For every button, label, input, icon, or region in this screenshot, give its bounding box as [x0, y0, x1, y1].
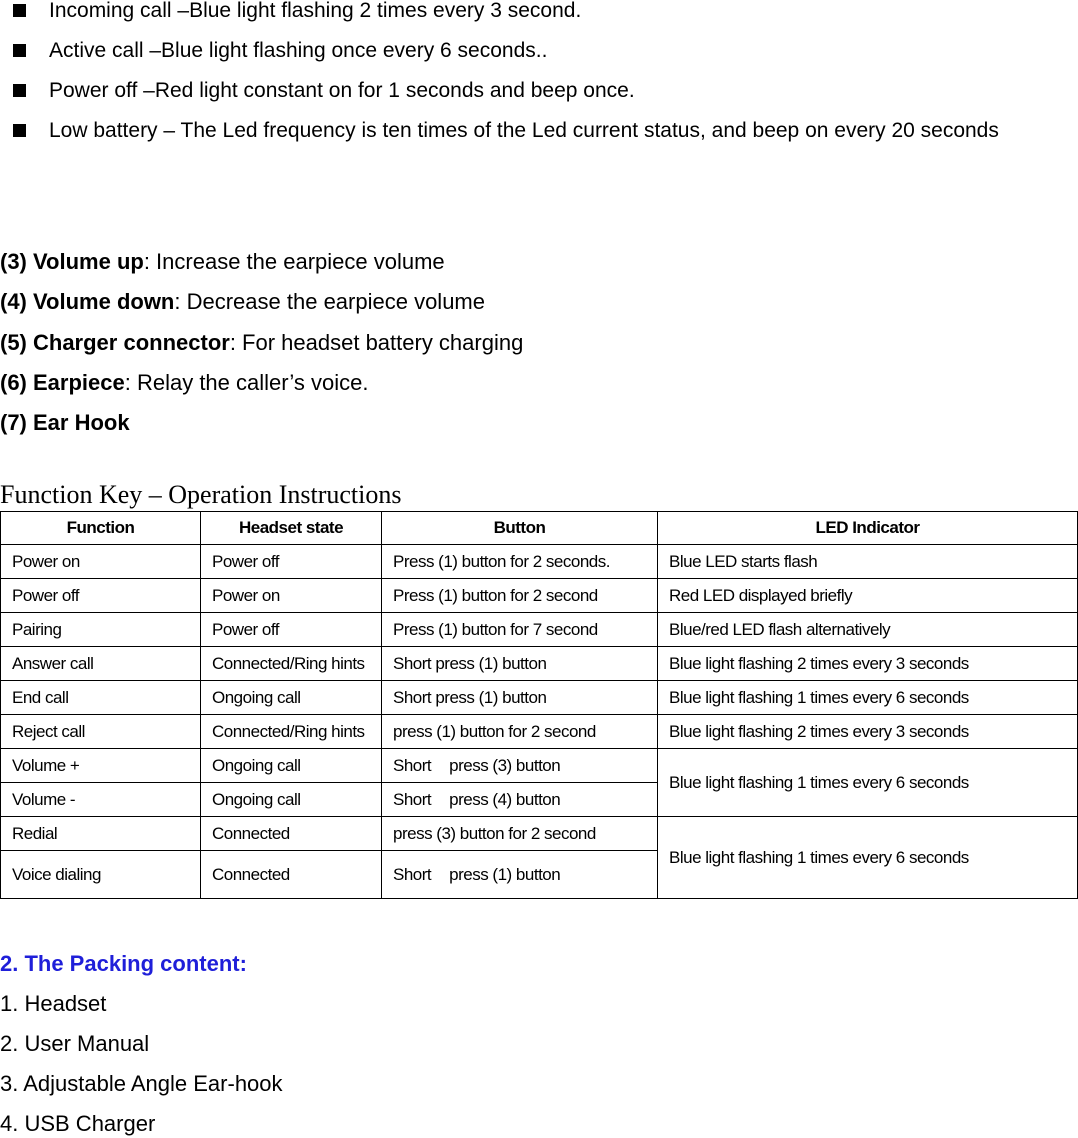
square-bullet-icon — [13, 4, 26, 17]
cell-function: Power on — [1, 545, 201, 579]
column-header: LED Indicator — [658, 512, 1078, 545]
cell-state: Ongoing call — [201, 681, 382, 715]
column-header: Headset state — [201, 512, 382, 545]
function-table-title: Function Key – Operation Instructions — [0, 480, 402, 509]
cell-led: Blue light flashing 1 times every 6 seconds — [658, 681, 1078, 715]
cell-button: press (3) button for 2 second — [382, 817, 658, 851]
square-bullet-icon — [13, 84, 26, 97]
list-item: 2. User Manual — [0, 1031, 150, 1056]
cell-button: Press (1) button for 2 seconds. — [382, 545, 658, 579]
cell-button: Short press (4) button — [382, 783, 658, 817]
cell-button: press (1) button for 2 second — [382, 715, 658, 749]
table-row — [1, 579, 1078, 613]
table-row — [1, 817, 1078, 851]
table-header-row — [1, 512, 1078, 545]
cell-function: End call — [1, 681, 201, 715]
cell-led: Blue light flashing 2 times every 3 seconds — [658, 715, 1078, 749]
cell-button: Short press (3) button — [382, 749, 658, 783]
cell-function: Answer call — [1, 647, 201, 681]
cell-led: Blue light flashing 1 times every 6 seconds — [658, 749, 1078, 817]
cell-state: Connected/Ring hints — [201, 647, 382, 681]
list-item: 3. Adjustable Angle Ear-hook — [0, 1071, 283, 1096]
table-row — [1, 613, 1078, 647]
column-header: Button — [382, 512, 658, 545]
cell-button: Press (1) button for 2 second — [382, 579, 658, 613]
cell-state: Connected/Ring hints — [201, 715, 382, 749]
column-header: Function — [1, 512, 201, 545]
list-item: Power off –Red light constant on for 1 seconds and beep once. — [0, 77, 635, 105]
cell-button: Short press (1) button — [382, 851, 658, 899]
list-item: 4. USB Charger — [0, 1111, 156, 1136]
list-item: Low battery – The Led frequency is ten times of the Led current status, and beep on every 20 seconds — [0, 117, 1074, 145]
square-bullet-icon — [13, 44, 26, 57]
cell-function: Voice dialing — [1, 851, 201, 899]
part-charger-connector: (5) Charger connector: For headset battery charging — [0, 330, 524, 355]
cell-led: Blue/red LED flash alternatively — [658, 613, 1078, 647]
table-row — [1, 749, 1078, 783]
cell-state: Power off — [201, 613, 382, 647]
cell-button: Short press (1) button — [382, 681, 658, 715]
table-row — [1, 715, 1078, 749]
part-volume-down: (4) Volume down: Decrease the earpiece volume — [0, 289, 485, 314]
list-item: Incoming call –Blue light flashing 2 times every 3 second. — [0, 0, 581, 25]
cell-led: Blue light flashing 1 times every 6 seconds — [658, 817, 1078, 899]
packing-title: 2. The Packing content: — [0, 951, 247, 976]
cell-state: Connected — [201, 817, 382, 851]
part-ear-hook: (7) Ear Hook — [0, 410, 130, 435]
cell-state: Power off — [201, 545, 382, 579]
cell-button: Press (1) button for 7 second — [382, 613, 658, 647]
table-row — [1, 681, 1078, 715]
part-earpiece: (6) Earpiece: Relay the caller’s voice. — [0, 370, 369, 395]
cell-function: Volume + — [1, 749, 201, 783]
cell-function: Reject call — [1, 715, 201, 749]
cell-state: Power on — [201, 579, 382, 613]
cell-led: Blue light flashing 2 times every 3 seconds — [658, 647, 1078, 681]
cell-state: Connected — [201, 851, 382, 899]
cell-function: Volume - — [1, 783, 201, 817]
cell-function: Redial — [1, 817, 201, 851]
cell-led: Blue LED starts flash — [658, 545, 1078, 579]
cell-function: Pairing — [1, 613, 201, 647]
cell-function: Power off — [1, 579, 201, 613]
cell-button: Short press (1) button — [382, 647, 658, 681]
list-item: Active call –Blue light flashing once every 6 seconds.. — [0, 37, 547, 65]
square-bullet-icon — [13, 124, 26, 137]
cell-state: Ongoing call — [201, 783, 382, 817]
cell-led: Red LED displayed briefly — [658, 579, 1078, 613]
part-volume-up: (3) Volume up: Increase the earpiece volume — [0, 249, 445, 274]
function-key-table — [0, 511, 1078, 899]
table-row — [1, 647, 1078, 681]
cell-state: Ongoing call — [201, 749, 382, 783]
list-item: 1. Headset — [0, 991, 107, 1016]
table-row — [1, 545, 1078, 579]
